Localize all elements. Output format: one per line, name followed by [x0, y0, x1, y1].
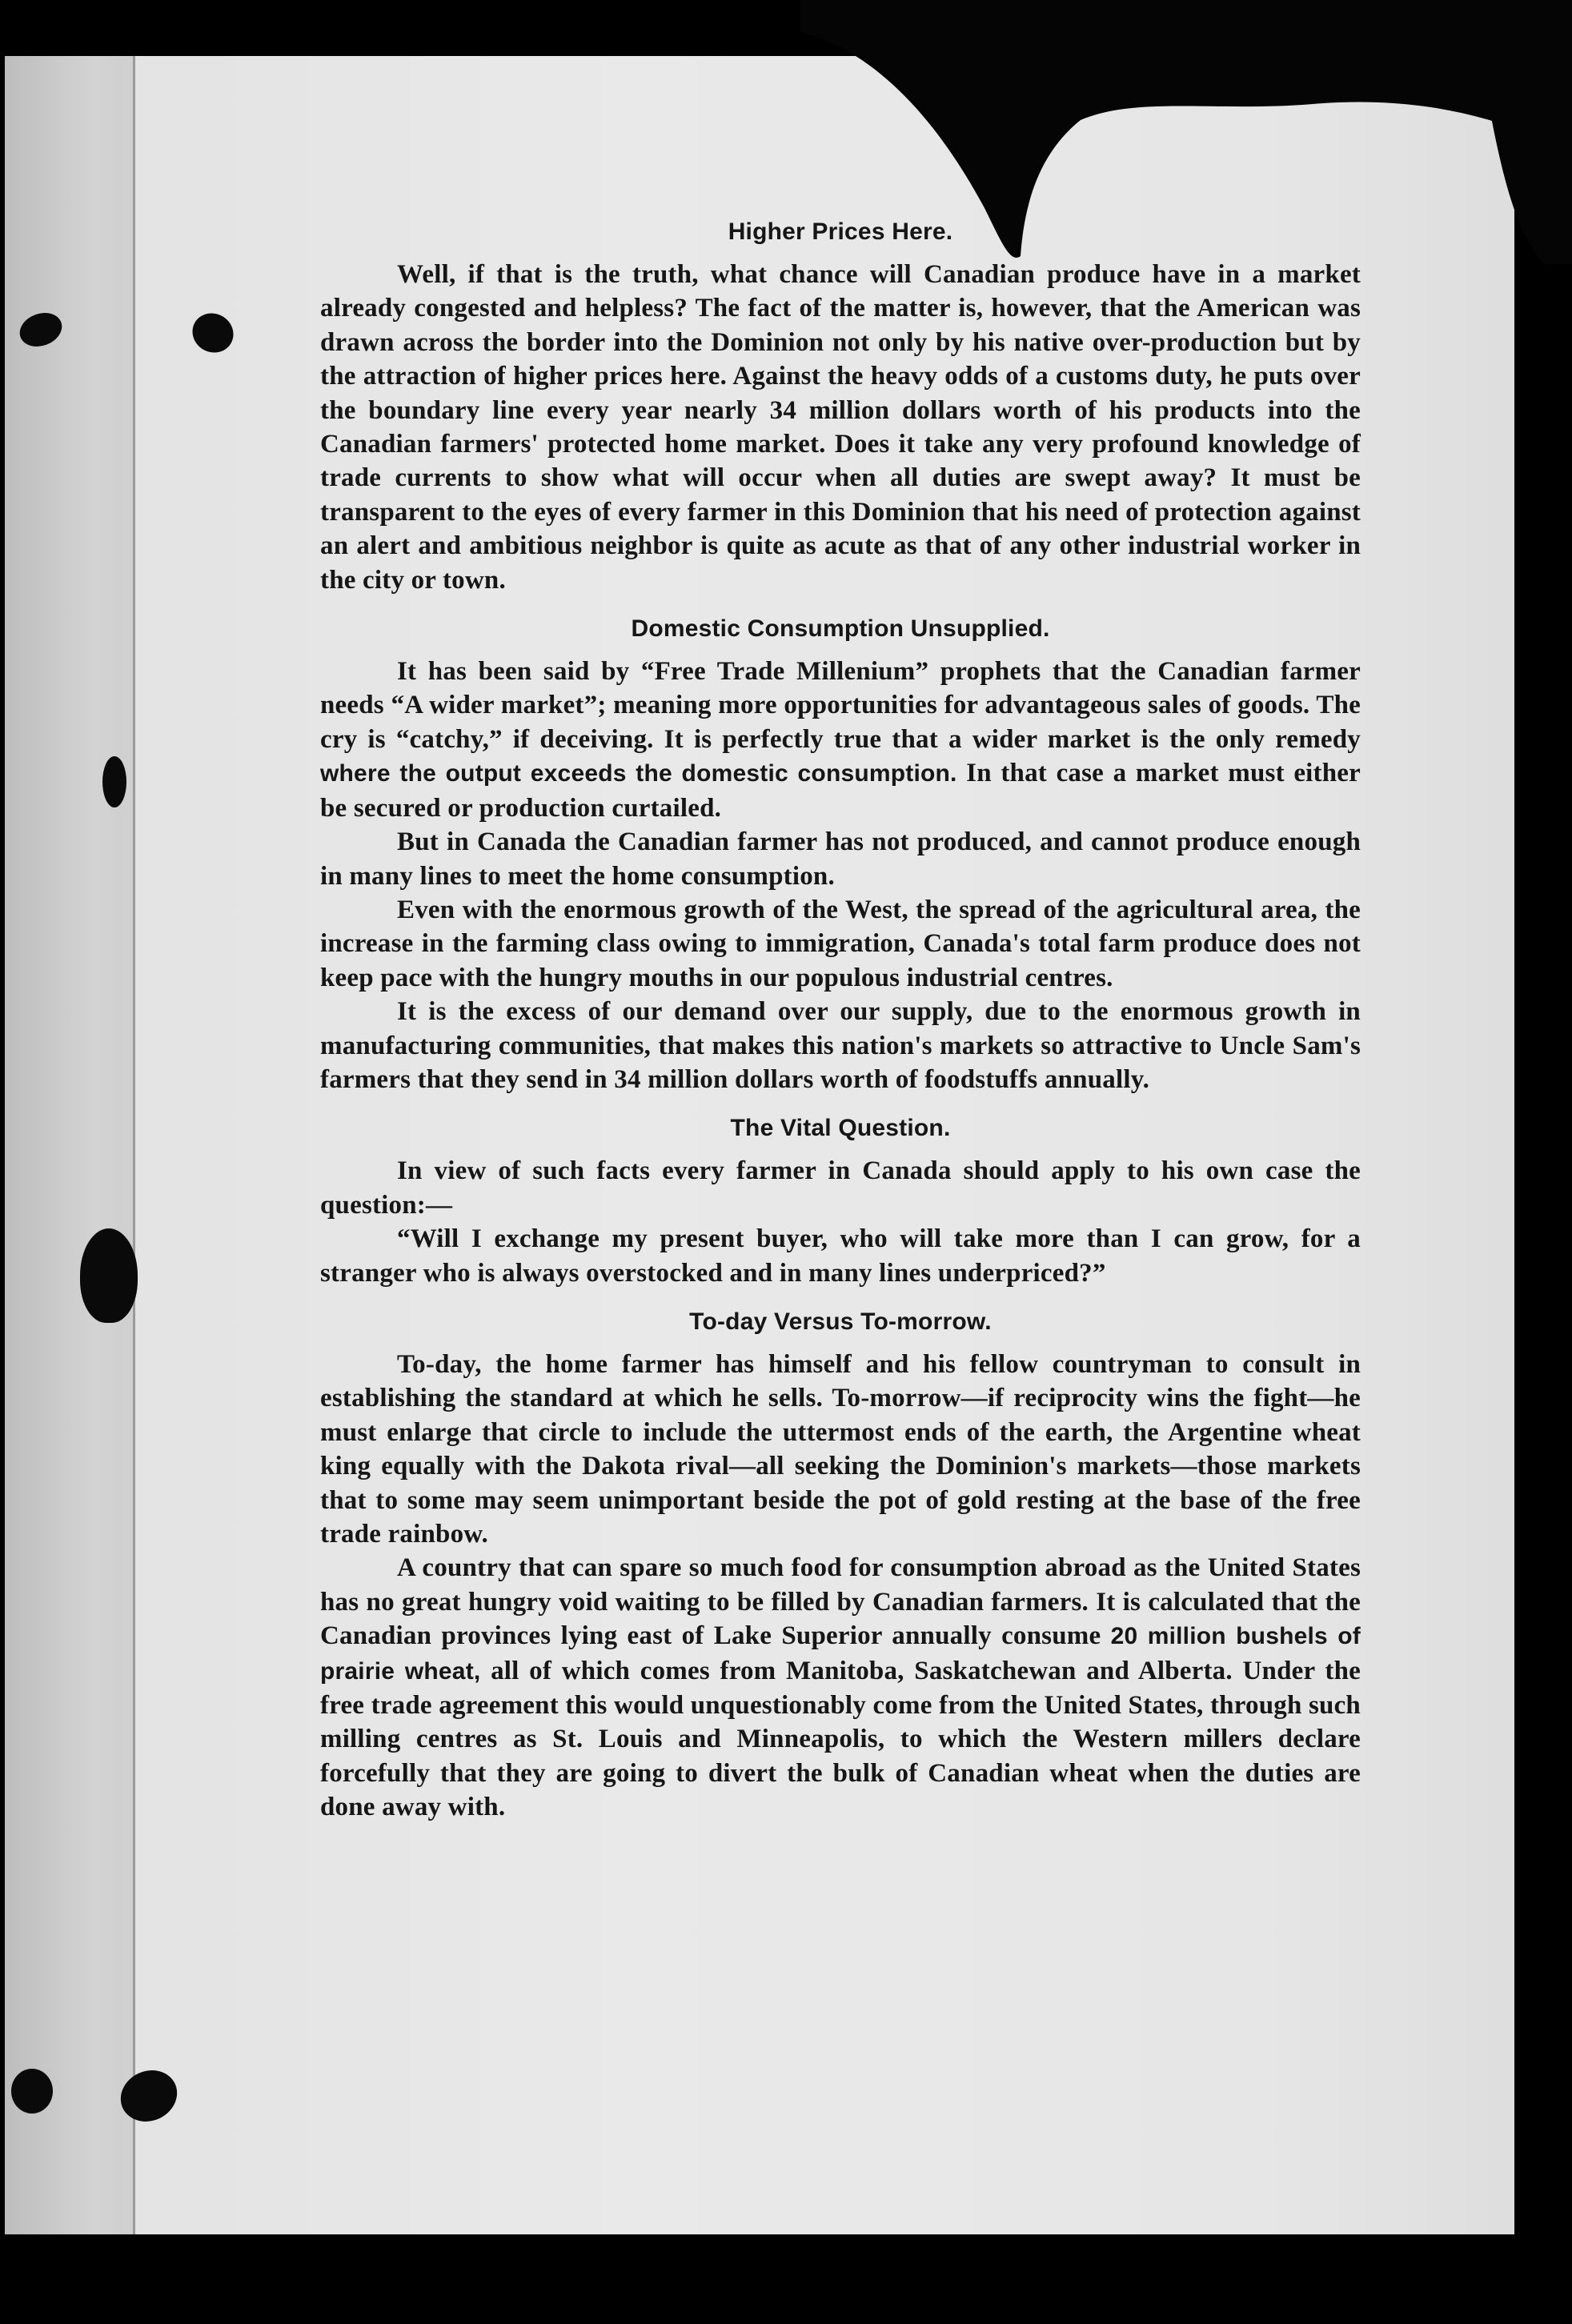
text-run: In that case a market must either be secured or production curtailed.: [320, 759, 1361, 823]
paragraph: [320, 655, 1361, 825]
blot-mark: [11, 2069, 53, 2114]
text-run: It is the excess of our demand over our supply, due to the enormous growth in manufacturing communities, that makes this nation's markets so attractive to Uncle Sam's farmers that they send in 34 million dollars worth of foodstuffs annually.: [320, 997, 1361, 1094]
right-dark-border: [1514, 0, 1572, 2324]
bottom-dark-border: [0, 2234, 1572, 2324]
paragraph: [320, 825, 1361, 893]
paragraph: [320, 1222, 1361, 1290]
article-text: [320, 218, 1361, 1825]
paragraph: [320, 995, 1361, 1096]
section-heading: To-day Versus To-morrow.: [689, 1308, 992, 1335]
blot-mark: [185, 306, 240, 360]
paragraph: [320, 1154, 1361, 1222]
text-run: Even with the enormous growth of the West, the spread of the agricultural area, the increase in the farming class owing to immigration, Canada's total farm produce does not keep pace with the hungry mouths in our populous industrial centres.: [320, 895, 1361, 992]
paragraph: [320, 1348, 1361, 1551]
section-heading: Domestic Consumption Unsupplied.: [631, 615, 1050, 643]
blot-mark: [102, 756, 126, 807]
paragraph: [320, 1551, 1361, 1824]
adjacent-page-edge: [5, 48, 135, 2241]
emphasized-text: 20 million bushels of prairie wheat,: [320, 1623, 1361, 1685]
section-heading: The Vital Question.: [730, 1115, 951, 1142]
emphasized-text: where the output exceeds the domestic consumption.: [320, 760, 957, 787]
text-run: It has been said by “Free Trade Millenium” prophets that the Canadian farmer needs “A wider market”; meaning more opportunities for advantageous sales of goods. The cry is “catchy,” if deceiving. It is perfectly true that a wider market is the only remedy: [320, 657, 1361, 754]
text-run: In view of such facts every farmer in Canada should apply to his own case the question:—: [320, 1156, 1361, 1220]
blot-mark: [80, 1228, 138, 1323]
section-heading: Higher Prices Here.: [728, 218, 953, 245]
text-run: A country that can spare so much food for consumption abroad as the United States has no great hungry void waiting to be filled by Canadian farmers. It is calculated that the Canadian provinces lying east of Lake Superior annually consume: [320, 1553, 1361, 1651]
left-dark-border: [0, 0, 5, 2324]
paragraph: [320, 893, 1361, 995]
text-run: To-day, the home farmer has himself and his fellow countryman to consult in establishing the standard at which he sells. To-morrow—if reciprocity wins the fight—he must enlarge that circle to include the uttermost ends of the earth, the Argentine wheat king equally with the Dakota rival—all seeking the Dominion's markets—those markets that to some may seem unimportant beside the pot of gold resting at the base of the free trade rainbow.: [320, 1349, 1361, 1549]
text-run: But in Canada the Canadian farmer has not produced, and cannot produce enough in many lines to meet the home consumption.: [320, 827, 1361, 891]
text-run: “Will I exchange my present buyer, who will take more than I can grow, for a stranger who is always overstocked and in many lines underpriced?”: [320, 1224, 1361, 1288]
text-run: all of which comes from Manitoba, Saskatchewan and Alberta. Under the free trade agreement this would unquestionably come from the United States, through such milling centres as St. Louis and Minneapolis, to which the Western millers declare forcefully that they are going to divert the bulk of Canadian wheat when the duties are done away with.: [320, 1656, 1361, 1822]
paragraph: [320, 258, 1361, 597]
text-run: Well, if that is the truth, what chance will Canadian produce have in a market already congested and helpless? The fact of the matter is, however, that the American was drawn across the border into the Dominion not only by his native over-production but by the attraction of higher prices here. Against the heavy odds of a customs duty, he puts over the boundary line every year nearly 34 million dollars worth of his products into the Canadian farmers' protected home market. Does it take any very profound knowledge of trade currents to show what will occur when all duties are swept away? It must be transparent to the eyes of every farmer in this Dominion that his need of protection against an alert and ambitious neighbor is quite as acute as that of any other industrial worker in the city or town.: [320, 260, 1361, 595]
